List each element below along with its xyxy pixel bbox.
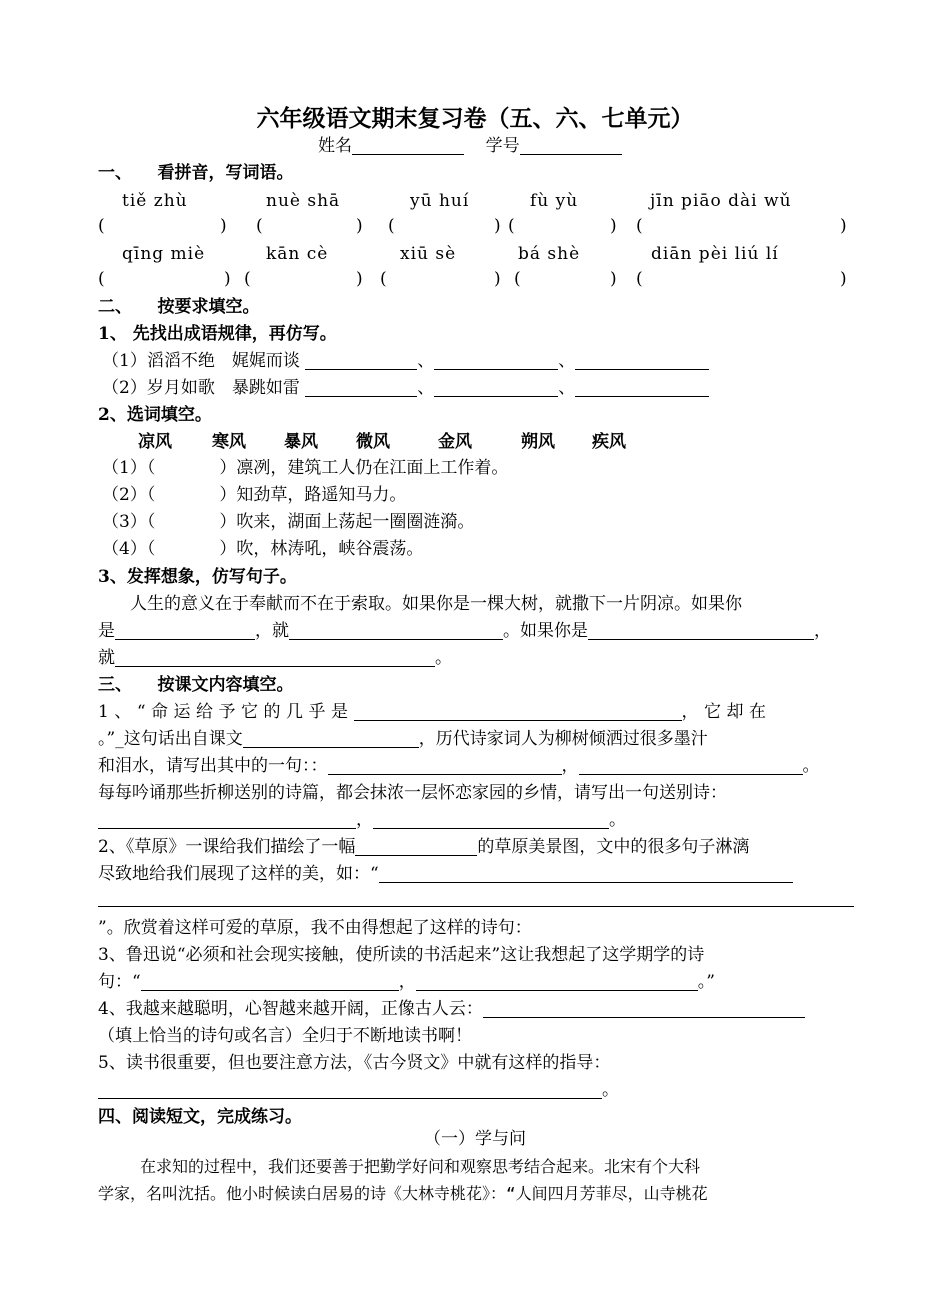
text: 。: [602, 1080, 619, 1100]
blank[interactable]: [98, 808, 356, 829]
text: ，: [561, 756, 579, 776]
separator: 、: [558, 378, 576, 398]
idiom-blank[interactable]: [575, 349, 709, 370]
blank[interactable]: [243, 727, 419, 748]
text: ，历代诗家词人为柳树倾洒过很多墨汁: [418, 729, 708, 749]
text: 。: [802, 756, 820, 776]
pinyin: nuè shā: [266, 191, 341, 211]
separator: 、: [417, 378, 435, 398]
pinyin: fù yù: [530, 191, 579, 211]
blank[interactable]: [379, 862, 793, 883]
text: 的草原美景图，文中的很多句子淋漓: [477, 837, 750, 857]
pinyin: jīn piāo dài wǔ: [650, 191, 792, 211]
item-text: ）凛冽，建筑工人仍在江面上工作着。: [219, 458, 509, 478]
question-2-2: 2、选词填空。: [98, 405, 212, 425]
pinyin: bá shè: [518, 244, 581, 264]
text: 2、《草原》一课给我们描绘了一幅: [98, 837, 356, 857]
text: ，就: [255, 621, 289, 641]
section-2-heading: 二、 按要求填空。: [98, 297, 260, 317]
section-3-heading: 三、 按课文内容填空。: [98, 675, 294, 695]
q3-1-line: [98, 726, 855, 753]
text: 1、“命运给予它的几乎是: [98, 702, 354, 722]
word-choice: 凉风: [138, 432, 172, 452]
question-2-1: 1、 先找出成语规律，再仿写。: [98, 324, 337, 344]
section-4-heading: 四、阅读短文，完成练习。: [98, 1107, 302, 1127]
passage-line: 学家，名叫沈括。他小时候读白居易的诗《大林寺桃花》：“人间四月芳菲尽，山寺桃花: [98, 1184, 708, 1203]
fill-item: [102, 483, 406, 507]
idiom-examples: （2）岁月如歌 暴跳如雷: [102, 378, 300, 398]
blank[interactable]: [328, 754, 562, 775]
id-field[interactable]: [520, 134, 622, 155]
item-text: ）吹，林涛吼，峡谷震荡。: [219, 539, 424, 559]
text: 尽致地给我们展现了这样的美，如：“: [98, 864, 379, 884]
word-choice: 暴风: [284, 432, 318, 452]
blank[interactable]: [355, 835, 477, 856]
pinyin: qīng miè: [122, 244, 206, 264]
item-number: （3）（: [102, 512, 156, 532]
pinyin: yū huí: [410, 191, 470, 211]
text: 。如果你是: [503, 621, 588, 641]
pinyin: tiě zhù: [122, 191, 188, 211]
text: ，: [356, 810, 373, 830]
id-label: 学号: [485, 136, 520, 156]
fill-item: [102, 510, 474, 534]
pinyin: xiū sè: [400, 244, 457, 264]
text: 。”_这句话出自课文: [98, 729, 243, 749]
item-number: （2）（: [102, 485, 156, 505]
q3-2-line: ”。欣赏着这样可爱的草原，我不由得想起了这样的诗句：: [98, 918, 532, 938]
section-1-heading: 一、 看拼音，写词语。: [98, 163, 294, 183]
idiom-blank[interactable]: [305, 376, 417, 397]
q3-1-line: [98, 753, 855, 780]
q3-2-line: [98, 834, 855, 861]
q3-3-line: 3、鲁迅说“必须和社会现实接触，使所读的书活起来”这让我想起了这学期学的诗: [98, 945, 705, 965]
item-number: （1）（: [102, 458, 156, 478]
fill-item: [102, 537, 423, 561]
blank[interactable]: [579, 754, 803, 775]
q3-1-line: 每每吟诵那些折柳送别的诗篇，都会抹浓一层怀恋家园的乡情，请写出一句送别诗：: [98, 783, 727, 803]
text: 和泪水，请写出其中的一句：：: [98, 756, 328, 776]
imitation-line: [98, 618, 855, 645]
item-number: （4）（: [102, 539, 156, 559]
text: 就: [98, 648, 115, 668]
idiom-blank[interactable]: [305, 349, 417, 370]
q3-1-line: [98, 807, 855, 834]
idiom-examples: （1）滔滔不绝 娓娓而谈: [102, 351, 300, 371]
blank[interactable]: [141, 970, 399, 991]
word-choice: 朔风: [521, 432, 555, 452]
text: 。”: [697, 972, 715, 992]
q3-4-line: [98, 996, 855, 1023]
exam-page: 六年级语文期末复习卷（五、六、七单元） 姓名 学号 一、 看拼音，写词语。 tiě zhù nuè shā yū huí fù yù jīn piāo dài wǔ ( ) ( ) ( ) ( ) ( ) qīng miè kān cè xiū sè bá shè diān pèi liú lí ( ) ( ) ( ) ( ) ( ) 二、 按要求填空。 1、 先找出成语规律，再仿写。 （1）滔滔不绝 娓娓而谈 、 、 （2）岁月如歌 暴跳如雷 、 、 2、选词填空。 凉风 寒风 暴风 微风 金风 朔风 疾风 （1）（ ）凛冽，建筑工人仍在江面上工作着。 （2）（ ）知劲草，路遥知马力。 （3）（ ）吹来，湖面上荡起一圈圈涟漪。 （4）（ ）吹，林涛吼，峡谷震荡。 3、发挥想象，仿写句子。 人生的意义在于奉献而不在于索取。如果你是一棵大树，就撒下一片阴凉。如果你 是 ，就 。如果你是 ， 就 。 三、 按课文内容填空。 1、“命运给予它的几乎是 ，它却在 。”_这句话出自课文 ，历代诗家词人为柳树倾洒过很多墨汁 和泪水，请写出其中的一句：： ， 。 每每吟诵那些折柳送别的诗篇，都会抹浓一层怀恋家园的乡情，请写出一句送别诗： ， 。 2、《草原》一课给我们描绘了一幅 的草原美景图，文中的很多句子淋漓 尽致地给我们展现了这样的美，如：“ ”。欣赏着这样可爱的草原，我不由得想起了这样的诗句： 3、鲁迅说“必须和社会现实接触，使所读的书活起来”这让我想起了这学期学的诗 句：“ ， 。” 4、我越来越聪明，心智越来越开阔，正像古人云： （填上恰当的诗句或名言）全归于不断地读书啊！ 5、读书很重要，但也要注意方法，《古今贤文》中就有这样的指导： 。 四、阅读短文，完成练习。 （一）学与问 在求知的过程中，我们还要善于把勤学好问和观察思考结合起来。北宋有个大科 学家，名叫沈括。他小时候读白居易的诗《大林寺桃花》：“人间四月芳菲尽，山寺桃花: [0, 0, 950, 1316]
blank-full-line[interactable]: [98, 906, 854, 907]
text: 。: [435, 648, 452, 668]
word-choice: 微风: [356, 432, 390, 452]
page-title: 六年级语文期末复习卷（五、六、七单元）: [256, 105, 694, 132]
blank[interactable]: [289, 619, 503, 640]
blank[interactable]: [483, 997, 805, 1018]
name-id-line: [318, 133, 855, 160]
blank[interactable]: [354, 700, 682, 721]
text: 。: [609, 810, 626, 830]
word-choice: 寒风: [212, 432, 246, 452]
item-text: ）吹来，湖面上荡起一圈圈涟漪。: [219, 512, 475, 532]
name-field[interactable]: [352, 134, 464, 155]
separator: 、: [417, 351, 435, 371]
imitation-paragraph: 人生的意义在于奉献而不在于索取。如果你是一棵大树，就撒下一片阴凉。如果你: [130, 594, 742, 614]
idiom-row-1: [102, 348, 855, 375]
q3-4-line: （填上恰当的诗句或名言）全归于不断地读书啊！: [98, 1026, 472, 1046]
question-2-3: 3、发挥想象，仿写句子。: [98, 567, 297, 587]
q3-5-line: [98, 1077, 855, 1104]
idiom-row-2: [102, 375, 855, 402]
q3-5-line: 5、读书很重要，但也要注意方法，《古今贤文》中就有这样的指导：: [98, 1053, 611, 1073]
blank[interactable]: [115, 619, 255, 640]
blank[interactable]: [416, 970, 698, 991]
fill-item: [102, 456, 508, 480]
passage-title: （一）学与问: [424, 1129, 526, 1149]
item-text: ）知劲草，路遥知马力。: [219, 485, 407, 505]
idiom-blank[interactable]: [434, 349, 558, 370]
q3-1-line: [98, 699, 855, 726]
blank[interactable]: [115, 646, 435, 667]
text: ，: [398, 972, 416, 992]
pinyin: diān pèi liú lí: [651, 244, 779, 264]
blank[interactable]: [588, 619, 814, 640]
passage-line: 在求知的过程中，我们还要善于把勤学好问和观察思考结合起来。北宋有个大科: [140, 1157, 701, 1176]
text: ，它却在: [681, 702, 772, 722]
text: ，: [814, 621, 831, 641]
text: 是: [98, 621, 115, 641]
word-choice: 金风: [438, 432, 472, 452]
blank[interactable]: [98, 1078, 602, 1099]
name-label: 姓名: [318, 136, 352, 156]
text: 句：“: [98, 972, 141, 992]
idiom-blank[interactable]: [575, 376, 709, 397]
separator: 、: [558, 351, 576, 371]
idiom-blank[interactable]: [434, 376, 558, 397]
blank[interactable]: [373, 808, 609, 829]
q3-3-line: [98, 969, 855, 996]
text: 4、我越来越聪明，心智越来越开阔，正像古人云：: [98, 999, 483, 1019]
pinyin: kān cè: [266, 244, 329, 264]
word-choice: 疾风: [592, 432, 626, 452]
imitation-line: [98, 645, 855, 672]
q3-2-line: [98, 861, 855, 888]
